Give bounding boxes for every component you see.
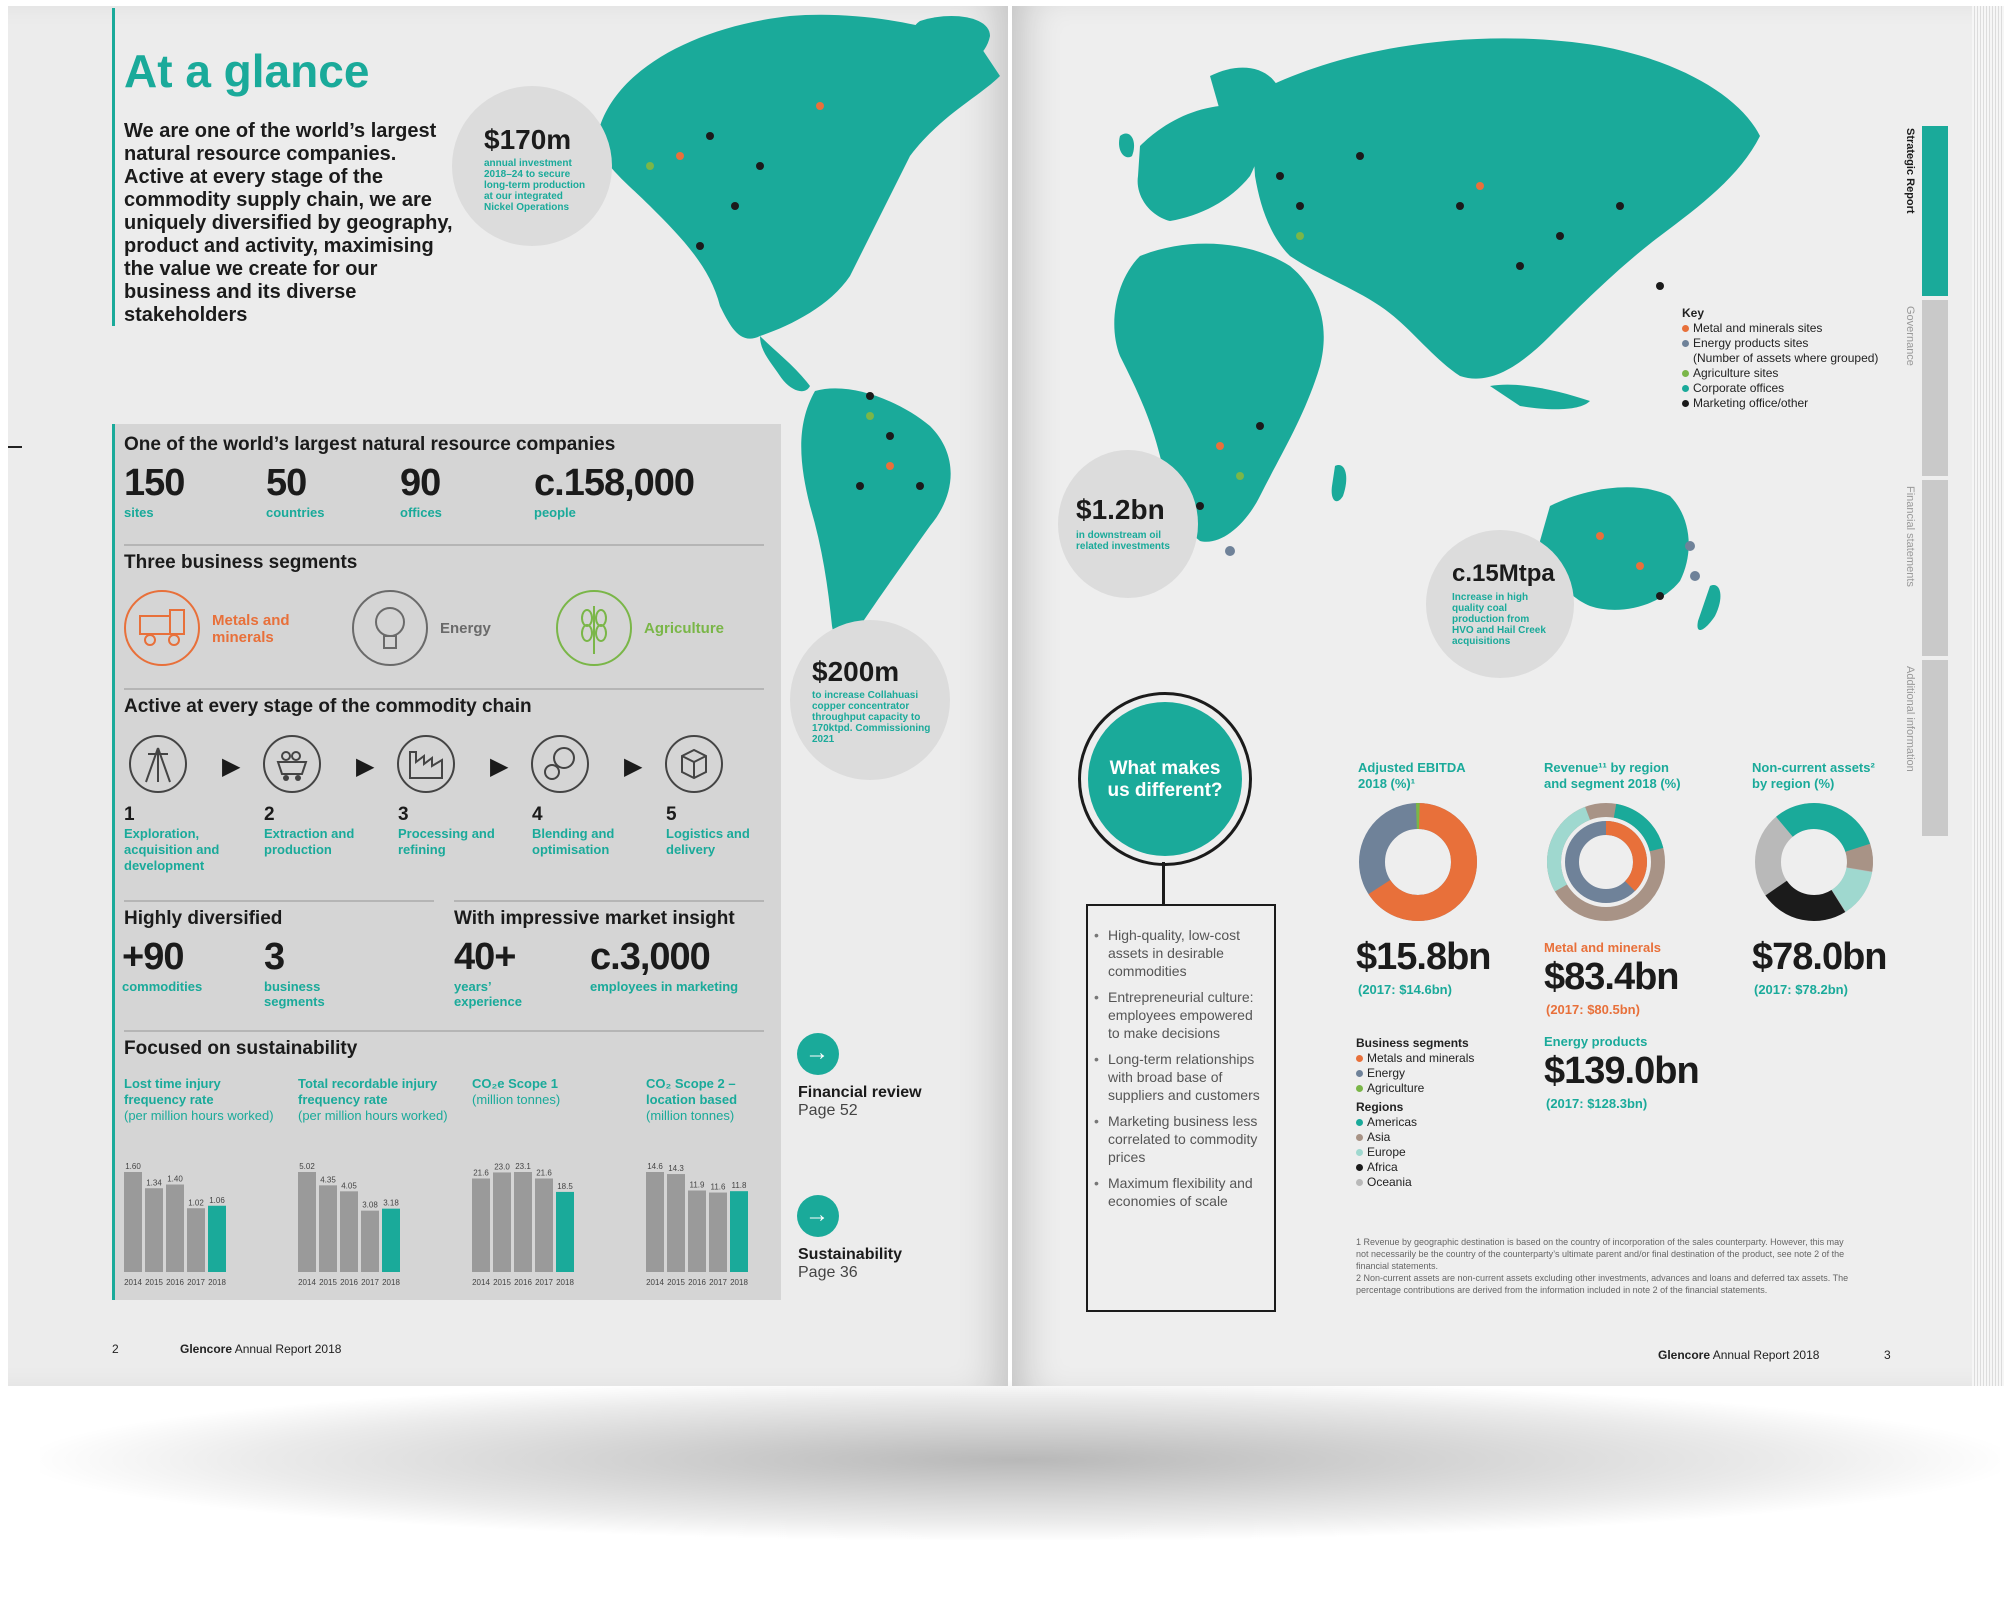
- stage-4: [532, 804, 632, 858]
- stage-number: 1: [124, 804, 135, 825]
- chain-heading: Active at every stage of the commodity chain: [124, 696, 532, 717]
- revenue-metals-label: Metal and minerals: [1544, 940, 1662, 955]
- kpi-bar-label: 1.06: [209, 1195, 225, 1205]
- sustainability-heading: Focused on sustainability: [124, 1038, 358, 1059]
- kpi-year-label: 2018: [556, 1278, 574, 1287]
- investment-bubble: [1058, 450, 1198, 598]
- book-shadow: [40, 1380, 2000, 1540]
- sustainability-text[interactable]: [798, 1246, 902, 1282]
- page-number: 3: [1884, 1348, 1891, 1362]
- divider: [124, 900, 434, 902]
- dot-icon: [1682, 325, 1689, 332]
- stat-label: offices: [400, 505, 442, 520]
- kpi-bar: [472, 1178, 490, 1272]
- kpi-year-label: 2014: [124, 1278, 142, 1287]
- brand: Glencore: [180, 1342, 233, 1356]
- kpi-year-label: 2018: [208, 1278, 226, 1287]
- map-key: [1682, 306, 1902, 411]
- investment-bubble: [452, 86, 612, 246]
- legend-item: [1356, 1145, 1526, 1160]
- kpi-bar: [145, 1188, 163, 1272]
- stat-label: sites: [124, 505, 154, 520]
- stage-2: [264, 804, 374, 858]
- key-label: Agriculture sites: [1693, 366, 1779, 380]
- bullet-item: • Long-term relationships with broad base of suppliers and customers: [1094, 1050, 1264, 1104]
- key-title: Key: [1682, 306, 1705, 320]
- legend-label: Asia: [1367, 1130, 1391, 1144]
- link-title: Sustainability: [798, 1246, 903, 1263]
- kpi-bar: [208, 1206, 226, 1272]
- legend-title: Regions: [1356, 1100, 1404, 1114]
- bubble-value: $200m: [812, 656, 900, 687]
- dot-icon: [1356, 1070, 1363, 1077]
- divider: [124, 688, 764, 690]
- kpi-bar: [298, 1172, 316, 1272]
- key-item: [1682, 366, 1902, 381]
- dot-icon: [1356, 1134, 1363, 1141]
- bubble-text: annual investment 2018–24 to secure long-term production at our integrated Nickel Operations: [484, 158, 586, 213]
- kpi-bar: [667, 1174, 685, 1272]
- insight-heading: With impressive market insight: [454, 908, 735, 929]
- bubble-value: $170m: [484, 124, 572, 155]
- stat-label: employees in marketing: [590, 979, 739, 994]
- bubble-value: c.15Mtpa: [1452, 560, 1555, 587]
- kpi-year-label: 2015: [493, 1278, 511, 1287]
- stage-number: 2: [264, 804, 275, 825]
- legend-title: Business segments: [1356, 1036, 1469, 1050]
- stat-employees: [590, 936, 770, 994]
- legend-label: Africa: [1367, 1160, 1398, 1174]
- kpi-year-label: 2014: [298, 1278, 316, 1287]
- legend-item: [1356, 1115, 1526, 1130]
- title-accent-line: [112, 8, 115, 326]
- kpi-bar-charts: [118, 1150, 778, 1292]
- kpi-year-label: 2018: [382, 1278, 400, 1287]
- stat-value: 3: [264, 936, 285, 978]
- arrow-right-icon: →: [805, 1201, 829, 1228]
- footer-brand: [180, 1342, 341, 1356]
- stat-commodities: [122, 936, 222, 994]
- kpi-bar: [514, 1172, 532, 1272]
- kpi-year-label: 2016: [166, 1278, 184, 1287]
- arrow-right-icon: →: [805, 1039, 829, 1066]
- kpi-bar-label: 1.34: [146, 1178, 162, 1188]
- investment-bubble: [1426, 530, 1574, 678]
- stat-label: people: [534, 505, 576, 520]
- kpi-year-label: 2016: [340, 1278, 358, 1287]
- revenue-energy-prior: (2017: $128.3bn): [1546, 1096, 1648, 1111]
- kpi-bar: [556, 1192, 574, 1272]
- legend-item: [1356, 1130, 1526, 1145]
- bullet-item: • Maximum flexibility and economies of scale: [1094, 1174, 1264, 1210]
- donut-legend: [1356, 1036, 1526, 1190]
- stat-value: +90: [122, 936, 184, 978]
- bubble-value: $1.2bn: [1076, 494, 1165, 525]
- diversified-heading: Highly diversified: [124, 908, 283, 929]
- revenue-heading: Revenue¹¹ by region and segment 2018 (%): [1544, 760, 1681, 791]
- kpi-unit: (per million hours worked): [298, 1108, 448, 1123]
- kpi-year-label: 2018: [730, 1278, 748, 1287]
- link-page: Page 36: [798, 1264, 858, 1281]
- revenue-energy-value: $139.0bn: [1544, 1050, 1699, 1092]
- kpi-year-label: 2014: [646, 1278, 664, 1287]
- link-title: Financial review: [798, 1084, 922, 1101]
- key-label: Corporate offices: [1693, 381, 1785, 395]
- kpi-bar: [730, 1191, 748, 1272]
- key-item: [1682, 351, 1902, 366]
- tab-strategic-report[interactable]: [1922, 126, 1948, 296]
- segment-agriculture: Agriculture: [644, 620, 725, 637]
- dot-icon: [1682, 340, 1689, 347]
- kpi-year-label: 2015: [667, 1278, 685, 1287]
- kpi-bar-label: 14.6: [647, 1162, 663, 1171]
- stat-people: [534, 462, 694, 520]
- legend-label: Oceania: [1367, 1175, 1412, 1189]
- divider: [454, 900, 764, 902]
- assets-value: $78.0bn: [1752, 936, 1887, 978]
- kpi-bar: [493, 1172, 511, 1272]
- tab-label: Governance: [1904, 306, 1916, 366]
- segments-heading: Three business segments: [124, 552, 358, 573]
- tab-label: Additional information: [1904, 666, 1916, 772]
- stat-years: [454, 936, 534, 1009]
- stat-countries: [266, 462, 325, 520]
- mine-cart-icon: [262, 734, 322, 794]
- kpi-bar: [319, 1185, 337, 1272]
- stage-3: [398, 804, 498, 858]
- connector-line: [1162, 862, 1165, 904]
- bullet-item: • Marketing business less correlated to commodity prices: [1094, 1112, 1264, 1166]
- kpi-scope2: [646, 1076, 766, 1124]
- bubble-text: in downstream oil related investments: [1076, 530, 1170, 552]
- financial-review-link[interactable]: [797, 1033, 839, 1075]
- footnote: 2 Non-current assets are non-current assets excluding other investments, advances and loans and deferred tax assets. The percentage contributions are derived from the information included in note 2 of the financial statements.: [1356, 1273, 1849, 1295]
- kpi-year-label: 2015: [145, 1278, 163, 1287]
- stage-label: Extraction and production: [264, 826, 355, 857]
- tab-additional-information[interactable]: [1922, 660, 1948, 836]
- key-label: Marketing office/other: [1693, 396, 1809, 410]
- kpi-title: Total recordable injury frequency rate: [298, 1076, 438, 1107]
- different-bullets: [1094, 926, 1264, 1218]
- tab-governance[interactable]: [1922, 300, 1948, 476]
- tab-label: Financial statements: [1904, 486, 1916, 587]
- divider: [124, 544, 764, 546]
- kpi-bar-label: 1.02: [188, 1198, 204, 1208]
- assets-heading: Non-current assets² by region (%): [1752, 760, 1875, 791]
- drill-icon: [128, 734, 188, 794]
- kpi-title: CO₂ Scope 2 – location based: [646, 1076, 738, 1107]
- bubble-text: Increase in high quality coal production from HVO and Hail Creek acquisitions: [1452, 592, 1546, 647]
- stage-5: [666, 804, 766, 858]
- kpi-title: CO₂e Scope 1: [472, 1076, 558, 1091]
- kpi-year-label: 2014: [472, 1278, 490, 1287]
- kpi-year-label: 2015: [319, 1278, 337, 1287]
- kpi-unit: (per million hours worked): [124, 1108, 274, 1123]
- dot-icon: [1682, 370, 1689, 377]
- revenue-metals-prior: (2017: $80.5bn): [1546, 1002, 1640, 1017]
- kpi-title: Lost time injury frequency rate: [124, 1076, 221, 1107]
- stat-offices: [400, 462, 442, 520]
- kpi-bar-label: 23.1: [515, 1162, 531, 1171]
- kpi-bar: [688, 1190, 706, 1272]
- kpi-bar-label: 21.6: [473, 1168, 489, 1178]
- box-icon: [664, 734, 724, 794]
- kpi-bar-label: 4.35: [320, 1175, 336, 1185]
- kpi-bar: [166, 1185, 184, 1273]
- intro-text: We are one of the world’s largest natural resource companies. Active at every stage of the commodity supply chain, we are uniquely diversified by geography, product and activity, maximising the value we create for our business and its diverse stakeholders: [124, 120, 453, 326]
- legend-label: Metals and minerals: [1367, 1051, 1475, 1065]
- stage-label: Exploration, acquisition and development: [124, 826, 220, 873]
- link-page: Page 52: [798, 1102, 858, 1119]
- kpi-year-label: 2017: [535, 1278, 553, 1287]
- kpi-scope1: [472, 1076, 592, 1108]
- kpi-bar-label: 11.9: [689, 1180, 705, 1190]
- stage-number: 3: [398, 804, 409, 825]
- tab-financial-statements[interactable]: [1922, 480, 1948, 656]
- key-item: [1682, 396, 1902, 411]
- dot-icon: [1356, 1085, 1363, 1092]
- wheat-icon: [554, 588, 634, 668]
- footer-brand: [1658, 1348, 1819, 1362]
- footnotes: [1356, 1236, 1856, 1296]
- segment-energy: Energy: [440, 620, 491, 637]
- legend-item: [1356, 1081, 1526, 1096]
- crop-mark: [8, 446, 22, 448]
- kpi-year-label: 2016: [514, 1278, 532, 1287]
- segment-metals: Metals and minerals: [212, 612, 290, 646]
- stage-label: Blending and optimisation: [532, 826, 615, 857]
- stage-number: 4: [532, 804, 543, 825]
- stage-label: Processing and refining: [398, 826, 495, 857]
- assets-prior: (2017: $78.2bn): [1754, 982, 1848, 997]
- chevron-right-icon: ▶: [356, 753, 375, 780]
- page-number: 2: [112, 1342, 119, 1356]
- kpi-bar: [187, 1208, 205, 1272]
- page-edges: [1972, 6, 2004, 1386]
- revenue-donut: [1544, 800, 1668, 924]
- kpi-bar-label: 5.02: [299, 1162, 315, 1171]
- key-label: (Number of assets where grouped): [1693, 351, 1879, 365]
- gears-icon: [530, 734, 590, 794]
- kpi-year-label: 2017: [361, 1278, 379, 1287]
- kpi-bar-label: 18.5: [557, 1181, 573, 1191]
- different-title: What makes us different?: [1107, 758, 1223, 801]
- ebitda-value: $15.8bn: [1356, 936, 1491, 978]
- kpi-bar: [535, 1178, 553, 1272]
- dot-icon: [1356, 1164, 1363, 1171]
- sustainability-link[interactable]: [797, 1195, 839, 1237]
- chevron-right-icon: ▶: [222, 753, 241, 780]
- revenue-metals-value: $83.4bn: [1544, 956, 1679, 998]
- stage-number: 5: [666, 804, 677, 825]
- legend-item: [1356, 1066, 1526, 1081]
- key-label: Energy products sites: [1693, 336, 1809, 350]
- stat-sites: [124, 462, 184, 520]
- dot-icon: [1356, 1055, 1363, 1062]
- chevron-right-icon: ▶: [490, 753, 509, 780]
- report-name: Annual Report 2018: [1712, 1348, 1820, 1362]
- financial-review-text[interactable]: [798, 1084, 922, 1120]
- key-item: [1682, 381, 1902, 396]
- ebitda-prior: (2017: $14.6bn): [1358, 982, 1452, 997]
- legend-label: Energy: [1367, 1066, 1406, 1080]
- brand: Glencore: [1658, 1348, 1711, 1362]
- kpi-bar-label: 21.6: [536, 1168, 552, 1178]
- kpi-bar-label: 3.18: [383, 1198, 399, 1208]
- stat-segments: [264, 936, 344, 1009]
- stat-value: 150: [124, 462, 185, 504]
- stat-value: 40+: [454, 936, 516, 978]
- kpi-bar-label: 23.0: [494, 1162, 510, 1172]
- legend-label: Agriculture: [1367, 1081, 1425, 1095]
- legend-item: [1356, 1175, 1526, 1190]
- stage-label: Logistics and delivery: [666, 826, 750, 857]
- revenue-energy-label: Energy products: [1544, 1034, 1648, 1049]
- stat-label: business segments: [264, 979, 325, 1009]
- kpi-bar: [361, 1211, 379, 1272]
- kpi-bar: [124, 1172, 142, 1272]
- bubble-text: to increase Collahuasi copper concentrator throughput capacity to 170ktpd. Commissioning 2021: [812, 690, 931, 745]
- page-title: At a glance: [124, 45, 370, 97]
- dot-icon: [1356, 1179, 1363, 1186]
- legend-label: Europe: [1367, 1145, 1406, 1159]
- kpi-unit: (million tonnes): [646, 1108, 735, 1123]
- bullet-item: • High-quality, low-cost assets in desirable commodities: [1094, 926, 1264, 980]
- kpi-bar-label: 1.60: [125, 1162, 141, 1171]
- ebitda-donut: [1356, 800, 1480, 924]
- key-item: [1682, 336, 1902, 351]
- kpi-bar-label: 11.6: [710, 1182, 726, 1192]
- assets-donut: [1752, 800, 1876, 924]
- stat-value: 50: [266, 462, 307, 504]
- stage-1: [124, 804, 234, 874]
- kpi-year-label: 2017: [709, 1278, 727, 1287]
- kpi-bar-label: 1.40: [167, 1174, 183, 1184]
- lightbulb-icon: [350, 588, 430, 668]
- legend-item: [1356, 1160, 1526, 1175]
- kpi-bar-label: 14.3: [668, 1164, 684, 1174]
- dot-icon: [1682, 400, 1689, 407]
- divider: [124, 1030, 764, 1032]
- investment-bubble: [790, 620, 950, 780]
- kpi-bar-label: 4.05: [341, 1181, 357, 1191]
- key-label: Metal and minerals sites: [1693, 321, 1823, 335]
- stat-value: c.3,000: [590, 936, 710, 978]
- kpi-bar: [709, 1193, 727, 1272]
- truck-icon: [122, 588, 202, 668]
- stat-label: countries: [266, 505, 325, 520]
- kpi-bar-label: 11.8: [731, 1181, 747, 1191]
- kpi-bar: [340, 1191, 358, 1272]
- legend-item: [1356, 1051, 1526, 1066]
- legend-label: Americas: [1367, 1115, 1418, 1129]
- kpi-year-label: 2016: [688, 1278, 706, 1287]
- footnote: 1 Revenue by geographic destination is based on the country of incorporation of the sales counterparty. However, this may not necessarily be the country of the counterparty’s ultimate parent and/or final destination of the product, see note 2 of the financial statements.: [1356, 1237, 1845, 1271]
- kpi-bar: [646, 1172, 664, 1272]
- chevron-right-icon: ▶: [624, 753, 643, 780]
- kpi-bar: [382, 1209, 400, 1272]
- dot-icon: [1356, 1149, 1363, 1156]
- stat-value: 90: [400, 462, 441, 504]
- stat-label: years’ experience: [454, 979, 522, 1009]
- kpi-bar-label: 3.08: [362, 1200, 378, 1210]
- factory-icon: [396, 734, 456, 794]
- stat-value: c.158,000: [534, 462, 695, 504]
- tab-label: Strategic Report: [1904, 128, 1916, 214]
- ebitda-heading: Adjusted EBITDA 2018 (%)¹: [1358, 760, 1466, 791]
- bullet-item: • Entrepreneurial culture: employees empowered to make decisions: [1094, 988, 1264, 1042]
- different-circle: [1088, 702, 1242, 856]
- kpi-unit: (million tonnes): [472, 1092, 561, 1107]
- stat-label: commodities: [122, 979, 203, 994]
- dot-icon: [1356, 1119, 1363, 1126]
- kpi-year-label: 2017: [187, 1278, 205, 1287]
- dot-icon: [1682, 385, 1689, 392]
- largest-heading: One of the world’s largest natural resource companies: [124, 434, 616, 455]
- report-name: Annual Report 2018: [234, 1342, 342, 1356]
- key-item: [1682, 321, 1902, 336]
- kpi-trifr: [298, 1076, 448, 1124]
- kpi-ltifr: [124, 1076, 284, 1124]
